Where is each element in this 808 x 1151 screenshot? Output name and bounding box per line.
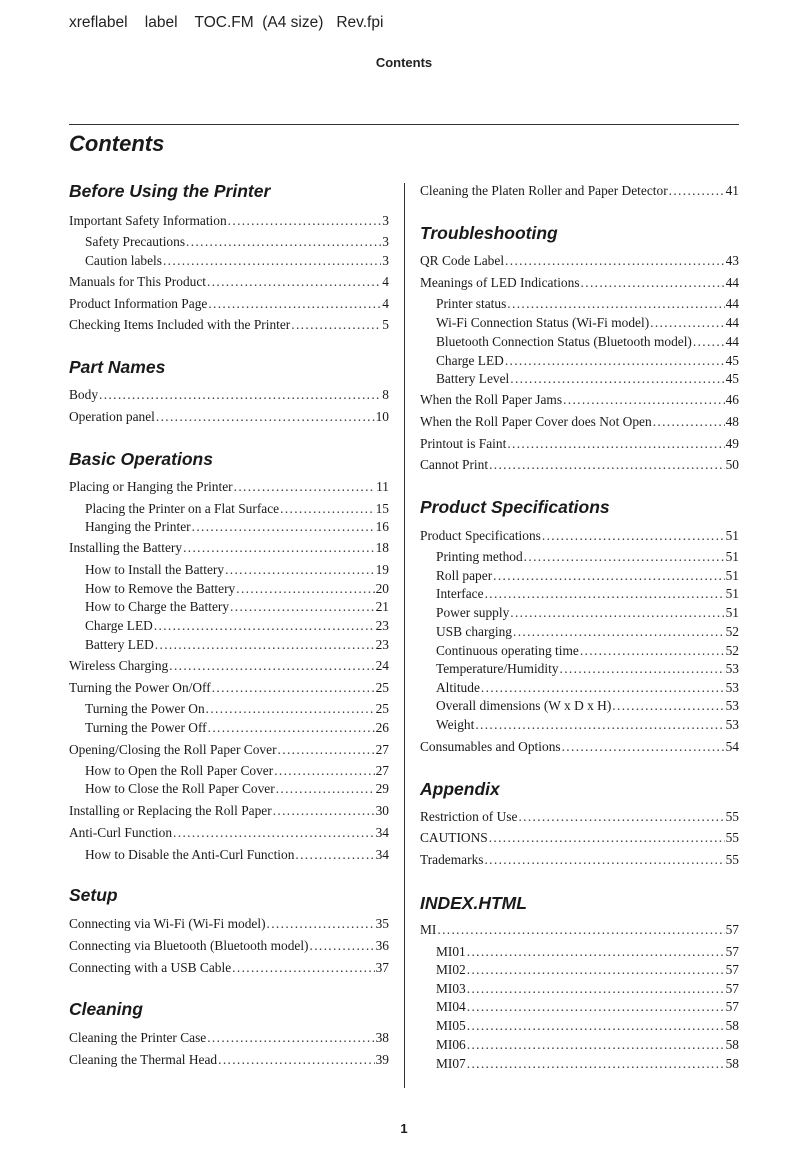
toc-entry-title: Overall dimensions (W x D x H) [436,698,612,713]
toc-entry-title: Caution labels [85,253,162,268]
leader-dots [276,781,375,797]
leader-dots [467,944,725,960]
leader-dots [507,436,724,452]
toc-entry-title: Connecting with a USB Cable [69,960,232,975]
toc-entry-page: 52 [725,624,739,639]
leader-dots [580,643,725,659]
page-title: Contents [69,131,165,156]
leader-dots [513,624,725,640]
toc-entry-page: 10 [375,409,389,424]
toc-entry-mi[interactable] [420,922,739,939]
toc-entry-title: Weight [436,717,475,732]
toc-entry-charge-led[interactable] [85,618,389,635]
toc-entry-page: 58 [725,1037,739,1052]
toc-entry-cleaning-the-printer-case[interactable] [69,1030,389,1047]
toc-entry-page: 26 [375,720,389,735]
toc-entry-title: MI05 [436,1018,466,1033]
toc-entry-consumables-and-options[interactable] [420,739,739,756]
leader-dots [156,409,375,425]
top-rule [69,124,739,125]
leader-dots [273,803,375,819]
toc-entry-mi06[interactable] [436,1037,739,1054]
toc-entry-title: Continuous operating time [436,643,579,658]
leader-dots [560,661,725,677]
toc-entry-page: 55 [725,852,739,867]
toc-entry-page: 53 [725,717,739,732]
toc-entry-title: Operation panel [69,409,155,424]
leader-dots [475,717,724,733]
toc-entry-page: 34 [375,847,389,862]
toc-entry-page: 4 [382,274,389,289]
toc-entry-title: Interface [436,586,484,601]
toc-entry-charge-led[interactable] [436,353,739,370]
leader-dots [225,562,375,578]
leader-dots [173,825,375,841]
toc-entry-title: How to Disable the Anti-Curl Function [85,847,295,862]
toc-entry-page: 29 [375,781,389,796]
toc-entry-title: Charge LED [85,618,153,633]
leader-dots [489,830,725,846]
toc-entry-title: Battery Level [436,371,510,386]
leader-dots [481,680,725,696]
toc-entry-title: Installing or Replacing the Roll Paper [69,803,272,818]
leader-dots [208,720,375,736]
leader-dots [467,962,725,978]
toc-entry-when-the-roll-paper-cover-does-not-open[interactable] [420,414,739,431]
leader-dots [505,253,725,269]
toc-entry-title: Safety Precautions [85,234,186,249]
toc-entry-page: 20 [375,581,389,596]
toc-entry-title: Bluetooth Connection Status (Bluetooth model) [436,334,692,349]
leader-dots [493,568,724,584]
toc-entry-page: 57 [725,922,739,937]
toc-entry-wireless-charging[interactable] [69,658,389,675]
toc-entry-page: 45 [725,371,739,386]
toc-entry-page: 30 [375,803,389,818]
toc-entry-opening-closing-the-roll-paper-cover[interactable] [69,742,389,759]
toc-entry-title: Restriction of Use [420,809,518,824]
toc-entry-battery-led[interactable] [85,637,389,654]
toc-entry-title: Anti-Curl Function [69,825,173,840]
leader-dots [467,1056,725,1072]
leader-dots [650,315,724,331]
leader-dots [207,1030,374,1046]
toc-entry-caution-labels[interactable] [85,253,389,270]
toc-entry-title: Trademarks [420,852,484,867]
toc-entry-mi03[interactable] [436,981,739,998]
column-divider [404,183,405,1088]
leader-dots [484,852,724,868]
section-heading-setup: Setup [69,885,118,905]
toc-entry-title: Power supply [436,605,510,620]
toc-entry-title: MI [420,922,437,937]
toc-entry-page: 27 [375,763,389,778]
leader-dots [612,698,724,714]
toc-entry-cleaning-the-platen-roller-and-paper-detector[interactable] [420,183,739,200]
section-heading-troubleshooting: Troubleshooting [420,223,558,243]
toc-entry-page: 57 [725,999,739,1014]
toc-entry-title: Checking Items Included with the Printer [69,317,291,332]
section-heading-cleaning: Cleaning [69,999,143,1019]
document-meta-header: xreflabel label TOC.FM (A4 size) Rev.fpi [69,14,384,31]
toc-entry-page: 54 [725,739,739,754]
leader-dots [232,960,374,976]
section-heading-appendix: Appendix [420,779,500,799]
leader-dots [507,296,724,312]
toc-entry-checking-items-included-with-the-printer[interactable] [69,317,389,334]
toc-entry-title: Product Information Page [69,296,208,311]
toc-entry-interface[interactable] [436,586,739,603]
toc-entry-page: 44 [725,275,739,290]
leader-dots [212,680,375,696]
toc-entry-how-to-install-the-battery[interactable] [85,562,389,579]
toc-entry-page: 25 [375,680,389,695]
toc-entry-title: Printing method [436,549,523,564]
toc-entry-page: 25 [375,701,389,716]
leader-dots [310,938,375,954]
toc-entry-qr-code-label[interactable] [420,253,739,270]
toc-entry-title: USB charging [436,624,513,639]
toc-entry-page: 49 [725,436,739,451]
leader-dots [563,392,725,408]
toc-entry-page: 38 [375,1030,389,1045]
leader-dots [467,981,725,997]
toc-entry-mi07[interactable] [436,1056,739,1073]
toc-entry-page: 45 [725,353,739,368]
toc-entry-cautions[interactable] [420,830,739,847]
leader-dots [467,1037,725,1053]
toc-entry-printout-is-faint[interactable] [420,436,739,453]
leader-dots [99,387,381,403]
leader-dots [228,213,382,229]
leader-dots [230,599,375,615]
toc-entry-page: 8 [382,387,389,402]
toc-entry-title: Roll paper [436,568,493,583]
toc-entry-how-to-remove-the-battery[interactable] [85,581,389,598]
toc-entry-title: Cannot Print [420,457,489,472]
toc-entry-title: MI02 [436,962,466,977]
toc-entry-page: 48 [725,414,739,429]
toc-entry-title: Installing the Battery [69,540,183,555]
toc-entry-title: Connecting via Bluetooth (Bluetooth model) [69,938,309,953]
toc-entry-roll-paper[interactable] [436,568,739,585]
toc-entry-title: Wi-Fi Connection Status (Wi-Fi model) [436,315,650,330]
toc-entry-page: 37 [375,960,389,975]
leader-dots [510,371,724,387]
toc-entry-page: 5 [382,317,389,332]
leader-dots [505,353,725,369]
leader-dots [295,847,374,863]
toc-entry-mi02[interactable] [436,962,739,979]
leader-dots [291,317,381,333]
toc-entry-title: MI06 [436,1037,466,1052]
toc-entry-title: Cleaning the Thermal Head [69,1052,218,1067]
toc-entry-title: Opening/Closing the Roll Paper Cover [69,742,277,757]
toc-entry-page: 46 [725,392,739,407]
leader-dots [267,916,375,932]
toc-entry-page: 44 [725,315,739,330]
toc-entry-page: 52 [725,643,739,658]
leader-dots [208,296,381,312]
toc-entry-title: Wireless Charging [69,658,169,673]
toc-entry-title: Placing the Printer on a Flat Surface [85,501,280,516]
toc-entry-title: MI03 [436,981,466,996]
toc-entry-page: 57 [725,944,739,959]
toc-entry-title: How to Charge the Battery [85,599,230,614]
toc-entry-title: Cleaning the Printer Case [69,1030,207,1045]
leader-dots [192,519,375,535]
toc-entry-title: How to Remove the Battery [85,581,236,596]
toc-entry-page: 19 [375,562,389,577]
leader-dots [218,1052,374,1068]
toc-entry-title: Manuals for This Product [69,274,206,289]
toc-entry-page: 51 [725,605,739,620]
toc-entry-how-to-charge-the-battery[interactable] [85,599,389,616]
leader-dots [518,809,724,825]
toc-entry-how-to-disable-the-anti-curl-function[interactable] [85,847,389,864]
toc-entry-title: MI04 [436,999,466,1014]
toc-entry-anti-curl-function[interactable] [69,825,389,842]
toc-entry-turning-the-power-on-off[interactable] [69,680,389,697]
toc-entry-title: How to Open the Roll Paper Cover [85,763,274,778]
leader-dots [280,501,374,517]
leader-dots [510,605,724,621]
toc-entry-page: 53 [725,698,739,713]
toc-entry-important-safety-information[interactable] [69,213,389,230]
toc-entry-when-the-roll-paper-jams[interactable] [420,392,739,409]
toc-entry-temperature-humidity[interactable] [436,661,739,678]
leader-dots [562,739,725,755]
leader-dots [236,581,374,597]
toc-entry-page: 51 [725,528,739,543]
toc-entry-placing-the-printer-on-a-flat-surface[interactable] [85,501,389,518]
toc-entry-connecting-via-bluetooth-bluetooth-model[interactable] [69,938,389,955]
leader-dots [186,234,381,250]
leader-dots [183,540,375,556]
toc-entry-title: QR Code Label [420,253,505,268]
leader-dots [693,334,725,350]
toc-entry-connecting-via-wi-fi-wi-fi-model[interactable] [69,916,389,933]
toc-entry-printer-status[interactable] [436,296,739,313]
toc-entry-title: MI07 [436,1056,466,1071]
toc-entry-title: Body [69,387,99,402]
toc-entry-safety-precautions[interactable] [85,234,389,251]
leader-dots [155,637,375,653]
toc-entry-title: Turning the Power On [85,701,205,716]
leader-dots [581,275,725,291]
toc-entry-page: 53 [725,661,739,676]
toc-entry-turning-the-power-off[interactable] [85,720,389,737]
leader-dots [234,479,375,495]
toc-entry-usb-charging[interactable] [436,624,739,641]
toc-entry-page: 51 [725,568,739,583]
leader-dots [163,253,381,269]
toc-entry-page: 4 [382,296,389,311]
leader-dots [669,183,725,199]
toc-entry-page: 34 [375,825,389,840]
toc-entry-title: Connecting via Wi-Fi (Wi-Fi model) [69,916,266,931]
toc-entry-title: Altitude [436,680,480,695]
toc-entry-mi04[interactable] [436,999,739,1016]
leader-dots [467,1018,725,1034]
leader-dots [154,618,375,634]
toc-entry-installing-or-replacing-the-roll-paper[interactable] [69,803,389,820]
toc-entry-title: Placing or Hanging the Printer [69,479,233,494]
toc-entry-page: 36 [375,938,389,953]
leader-dots [524,549,725,565]
toc-entry-page: 35 [375,916,389,931]
toc-entry-title: Battery LED [85,637,154,652]
toc-entry-battery-level[interactable] [436,371,739,388]
toc-entry-title: Printer status [436,296,507,311]
section-heading-before-using-the-printer: Before Using the Printer [69,181,271,201]
toc-entry-how-to-close-the-roll-paper-cover[interactable] [85,781,389,798]
toc-entry-cannot-print[interactable] [420,457,739,474]
toc-entry-hanging-the-printer[interactable] [85,519,389,536]
toc-entry-page: 11 [376,479,389,494]
toc-entry-page: 53 [725,680,739,695]
toc-entry-mi01[interactable] [436,944,739,961]
toc-entry-title: Hanging the Printer [85,519,191,534]
toc-entry-page: 51 [725,549,739,564]
toc-entry-turning-the-power-on[interactable] [85,701,389,718]
toc-entry-title: Consumables and Options [420,739,561,754]
toc-entry-title: How to Close the Roll Paper Cover [85,781,275,796]
toc-entry-title: Product Specifications [420,528,541,543]
toc-entry-page: 3 [382,213,389,228]
toc-entry-page: 16 [375,519,389,534]
toc-entry-page: 57 [725,962,739,977]
toc-entry-page: 21 [375,599,389,614]
toc-entry-page: 3 [382,253,389,268]
toc-entry-overall-dimensions-w-x-d-x-h[interactable] [436,698,739,715]
toc-entry-mi05[interactable] [436,1018,739,1035]
toc-entry-page: 3 [382,234,389,249]
page-number: 1 [400,1121,408,1136]
toc-entry-page: 18 [375,540,389,555]
toc-entry-page: 23 [375,618,389,633]
toc-entry-page: 23 [375,637,389,652]
toc-entry-operation-panel[interactable] [69,409,389,426]
leader-dots [169,658,374,674]
toc-entry-title: Charge LED [436,353,504,368]
toc-entry-title: When the Roll Paper Jams [420,392,563,407]
section-heading-basic-operations: Basic Operations [69,449,213,469]
toc-entry-continuous-operating-time[interactable] [436,643,739,660]
toc-entry-connecting-with-a-usb-cable[interactable] [69,960,389,977]
toc-entry-title: Cleaning the Platen Roller and Paper Detector [420,183,668,198]
toc-entry-title: CAUTIONS [420,830,488,845]
toc-entry-wi-fi-connection-status-wi-fi-model[interactable] [436,315,739,332]
toc-entry-page: 43 [725,253,739,268]
toc-entry-placing-or-hanging-the-printer[interactable] [69,479,389,496]
section-heading-part-names: Part Names [69,357,166,377]
toc-entry-title: Temperature/Humidity [436,661,559,676]
toc-entry-page: 51 [725,586,739,601]
toc-entry-cleaning-the-thermal-head[interactable] [69,1052,389,1069]
section-heading-product-specifications: Product Specifications [420,497,610,517]
toc-entry-title: Turning the Power Off [85,720,207,735]
toc-entry-installing-the-battery[interactable] [69,540,389,557]
toc-entry-manuals-for-this-product[interactable] [69,274,389,291]
toc-entry-product-specifications[interactable] [420,528,739,545]
toc-entry-page: 24 [375,658,389,673]
toc-entry-title: When the Roll Paper Cover does Not Open [420,414,652,429]
toc-entry-page: 58 [725,1018,739,1033]
toc-entry-title: MI01 [436,944,466,959]
toc-entry-title: Turning the Power On/Off [69,680,211,695]
leader-dots [206,701,375,717]
toc-entry-title: Important Safety Information [69,213,227,228]
toc-entry-page: 44 [725,296,739,311]
leader-dots [489,457,725,473]
leader-dots [437,922,724,938]
leader-dots [274,763,374,779]
leader-dots [653,414,725,430]
leader-dots [542,528,725,544]
leader-dots [485,586,725,602]
toc-entry-weight[interactable] [436,717,739,734]
toc-entry-page: 15 [375,501,389,516]
toc-entry-page: 55 [725,830,739,845]
toc-entry-product-information-page[interactable] [69,296,389,313]
toc-entry-page: 57 [725,981,739,996]
leader-dots [467,999,725,1015]
toc-entry-title: Printout is Faint [420,436,507,451]
toc-entry-page: 50 [725,457,739,472]
running-head: Contents [375,55,433,70]
toc-entry-page: 58 [725,1056,739,1071]
toc-entry-power-supply[interactable] [436,605,739,622]
toc-entry-trademarks[interactable] [420,852,739,869]
toc-entry-body[interactable] [69,387,389,404]
leader-dots [207,274,381,290]
toc-entry-bluetooth-connection-status-bluetooth-model[interactable] [436,334,739,351]
toc-entry-page: 39 [375,1052,389,1067]
toc-entry-page: 41 [725,183,739,198]
toc-entry-printing-method[interactable] [436,549,739,566]
toc-entry-how-to-open-the-roll-paper-cover[interactable] [85,763,389,780]
toc-entry-page: 27 [375,742,389,757]
section-heading-index-html: INDEX.HTML [420,893,527,913]
toc-entry-title: How to Install the Battery [85,562,225,577]
toc-entry-page: 55 [725,809,739,824]
toc-entry-meanings-of-led-indications[interactable] [420,275,739,292]
toc-entry-altitude[interactable] [436,680,739,697]
leader-dots [278,742,375,758]
toc-entry-page: 44 [725,334,739,349]
toc-entry-title: Meanings of LED Indications [420,275,580,290]
toc-entry-restriction-of-use[interactable] [420,809,739,826]
